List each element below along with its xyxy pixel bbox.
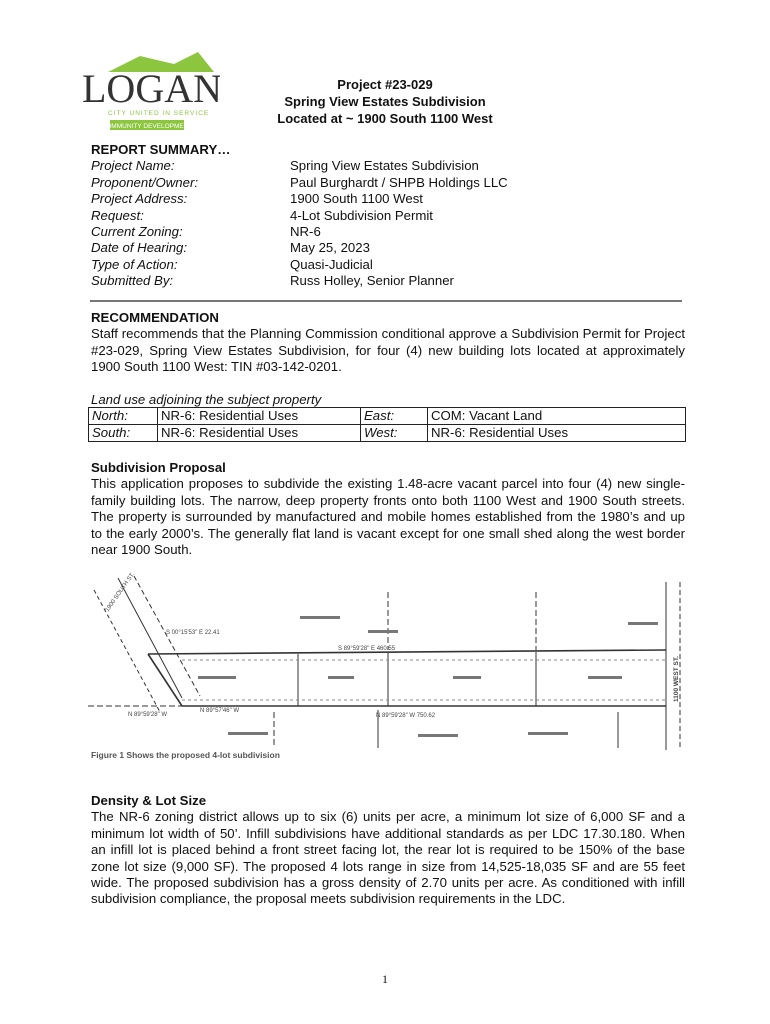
summary-label: Project Address: <box>91 191 188 207</box>
lot-label-mark <box>198 676 236 679</box>
summary-row <box>91 240 691 256</box>
bearing-label: S 00°15'53" E 22.41 <box>166 630 220 636</box>
land-use-cell: NR-6: Residential Uses <box>158 408 361 425</box>
logan-city-logo <box>78 52 220 136</box>
bearing-label: N 89°59'28" W <box>128 712 168 718</box>
adjoining-owner-mark <box>418 734 458 737</box>
road-edge-line <box>134 576 200 696</box>
adjoining-owner-mark <box>528 732 568 735</box>
summary-label: Type of Action: <box>91 256 178 272</box>
bearing-label: N 89°59'28" W 750.62 <box>376 713 436 719</box>
direction-cell: West: <box>361 425 428 442</box>
summary-row <box>91 208 691 224</box>
road-edge-line <box>94 590 160 712</box>
lot-label-mark <box>453 676 481 679</box>
summary-label: Proponent/Owner: <box>91 174 199 190</box>
summary-label: Current Zoning: <box>91 224 183 240</box>
summary-value: 1900 South 1100 West <box>290 191 423 207</box>
summary-row <box>91 175 691 191</box>
density-section <box>91 793 685 908</box>
street-label: 1100 WEST ST. <box>673 656 680 702</box>
report-summary <box>91 142 691 290</box>
summary-row <box>91 191 691 207</box>
summary-value: May 25, 2023 <box>290 240 370 256</box>
logo-tagline: CITY UNITED IN SERVICE <box>108 110 210 117</box>
subdivision-plat-figure <box>88 572 686 752</box>
summary-label: Date of Hearing: <box>91 240 188 256</box>
proposal-section <box>91 460 685 558</box>
plat-drawing <box>88 572 686 752</box>
adjoining-owner-mark <box>368 630 398 633</box>
table-row <box>89 425 686 442</box>
summary-value: Quasi-Judicial <box>290 256 373 272</box>
adjoining-owner-mark <box>228 732 268 735</box>
lot-label-mark <box>588 676 622 679</box>
summary-row <box>91 224 691 240</box>
section-divider <box>90 300 682 302</box>
logo-banner-text: COMMUNITY DEVELOPMENT <box>101 123 193 130</box>
figure-caption: Figure 1 Shows the proposed 4-lot subdivision <box>91 750 280 760</box>
project-title: Spring View Estates Subdivision <box>284 94 486 109</box>
summary-value: NR-6 <box>290 224 321 240</box>
proposal-title: Subdivision Proposal <box>91 460 226 475</box>
adjoining-owner-mark <box>628 622 658 625</box>
summary-label: Project Name: <box>91 158 175 174</box>
project-location: Located at ~ 1900 South 1100 West <box>277 111 493 126</box>
summary-label: Submitted By: <box>91 273 174 289</box>
street-label: 1900 SOUTH ST. <box>104 572 137 614</box>
recommendation-section <box>91 310 685 376</box>
recommendation-title: RECOMMENDATION <box>91 310 219 325</box>
road-edge-line <box>118 578 182 698</box>
summary-heading: REPORT SUMMARY… <box>91 142 231 157</box>
summary-label: Request: <box>91 207 144 223</box>
direction-cell: South: <box>89 425 158 442</box>
land-use-caption: Land use adjoining the subject property <box>91 392 322 407</box>
summary-row <box>91 257 691 273</box>
parcel-north-boundary <box>148 650 666 654</box>
summary-value: 4-Lot Subdivision Permit <box>290 207 433 223</box>
logo-wordmark: LOGAN <box>82 66 220 111</box>
summary-row <box>91 158 691 174</box>
table-row <box>89 408 686 425</box>
land-use-cell: NR-6: Residential Uses <box>158 425 361 442</box>
page-number: 1 <box>382 972 388 986</box>
report-header <box>240 76 530 127</box>
summary-value: Spring View Estates Subdivision <box>290 158 479 174</box>
summary-row <box>91 273 691 289</box>
recommendation-body: Staff recommends that the Planning Commission conditional approve a Subdivision Permit for Project #23-029, Spring View Estates Subdivision, for four (4) new building lots located at approximately 1900 South 1100 West: TIN #03-142-0201. <box>91 326 685 375</box>
density-title: Density & Lot Size <box>91 793 207 808</box>
density-body: The NR-6 zoning district allows up to six (6) units per acre, a minimum lot size of 6,000 SF and a minimum lot width of 50’. Infill subdivisions have additional standards as per LDC 17.30.180. When an infill lot is placed behind a front street facing lot, the rear lot is required to be 150% of the base zone lot size (9,000 SF). The proposed 4 lots range in size from 14,525-18,035 SF and are 55 feet wide. The proposed subdivision has a gross density of 2.70 units per acre. As conditioned with infill subdivision compliance, the proposal meets subdivision requirements in the LDC. <box>91 809 685 907</box>
direction-cell: East: <box>361 408 428 425</box>
land-use-cell: NR-6: Residential Uses <box>428 425 686 442</box>
summary-value: Russ Holley, Senior Planner <box>290 273 454 289</box>
proposal-body: This application proposes to subdivide the existing 1.48-acre vacant parcel into four (4) new single-family building lots. The narrow, deep property fronts onto both 1100 West and 1900 South streets. The property is surrounded by manufactured and mobile homes established from the 1980’s and up to the early 2000’s. The generally flat land is vacant except for one small shed along the west border near 1900 South. <box>91 476 685 558</box>
bearing-label: N 89°57'46" W <box>200 708 240 714</box>
lot-label-mark <box>328 676 354 679</box>
direction-cell: North: <box>89 408 158 425</box>
summary-value: Paul Burghardt / SHPB Holdings LLC <box>290 174 508 190</box>
land-use-table <box>88 407 686 442</box>
land-use-cell: COM: Vacant Land <box>428 408 686 425</box>
bearing-label: S 89°59'28" E 460.55 <box>338 646 396 652</box>
project-number: Project #23-029 <box>337 77 433 92</box>
parcel-west-boundary <box>148 654 182 706</box>
adjoining-owner-mark <box>300 616 340 619</box>
